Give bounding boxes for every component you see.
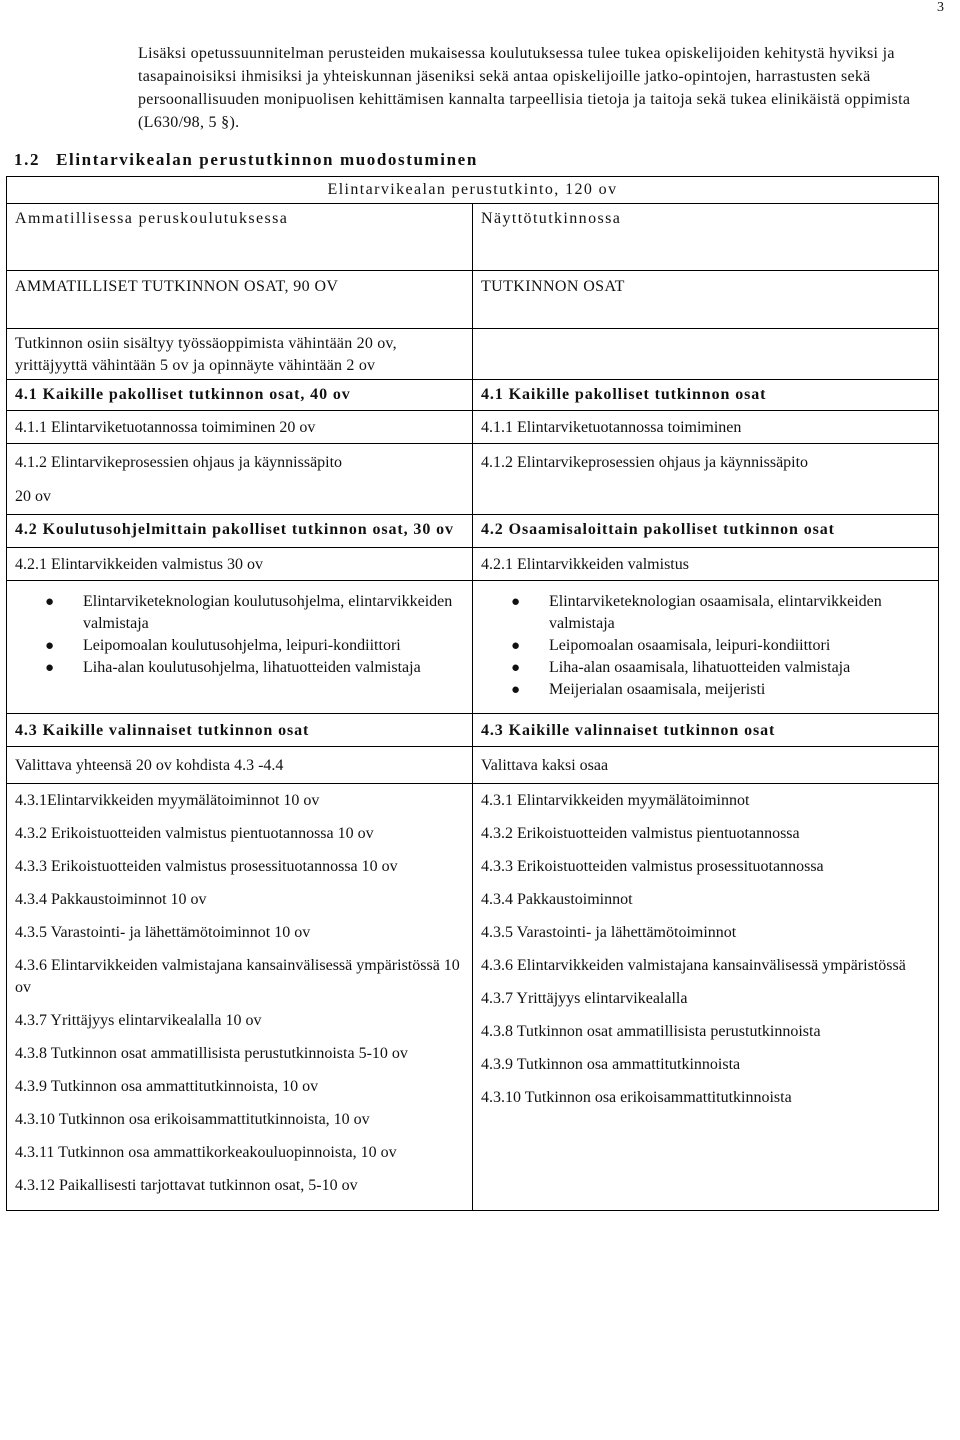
bullet-icon: ●: [511, 638, 521, 654]
list-item: 4.3.1 Elintarvikkeiden myymälätoiminnot: [481, 792, 750, 809]
left-item-4-1-1: 4.1.1 Elintarviketuotannossa toimiminen 20 ov: [7, 411, 473, 444]
list-item: 4.3.1Elintarvikkeiden myymälätoiminnot 10 ov: [15, 792, 320, 809]
list-item: ● Elintarviketeknologian koulutusohjelma, elintarvikkeiden valmistaja: [45, 593, 453, 632]
list-item: 4.3.11 Tutkinnon osa ammattikorkeakouluopinnoista, 10 ov: [15, 1144, 397, 1161]
list-item: 4.3.7 Yrittäjyys elintarvikealalla: [481, 990, 688, 1007]
section-title: Elintarvikealan perustutkinnon muodostuminen: [56, 150, 478, 169]
list-item: 4.3.6 Elintarvikkeiden valmistajana kansainvälisessä ympäristössä 10 ov: [15, 957, 460, 996]
list-item: ● Liha-alan osaamisala, lihatuotteiden valmistaja: [481, 657, 930, 679]
section-number: 1.2: [14, 150, 41, 169]
right-mandatory-heading: 4.1 Kaikille pakolliset tutkinnon osat: [473, 380, 939, 411]
right-item-4-1-1: 4.1.1 Elintarviketuotannossa toimiminen: [473, 411, 939, 444]
right-elective-note: Valittava kaksi osaa: [473, 747, 939, 784]
bullet-icon: ●: [45, 660, 55, 676]
right-elective-items: [481, 790, 930, 1109]
left-elective-heading: 4.3 Kaikille valinnaiset tutkinnon osat: [7, 714, 473, 747]
right-programme-heading: 4.2 Osaamisaloittain pakolliset tutkinnon osat: [473, 515, 939, 548]
list-item: 4.3.3 Erikoistuotteiden valmistus prosessituotannossa: [481, 858, 824, 875]
list-item: ● Elintarviketeknologian osaamisala, elintarvikkeiden valmistaja: [511, 593, 882, 632]
list-item: 4.3.10 Tutkinnon osa erikoisammattitutkinnoista: [481, 1089, 792, 1106]
bullet-icon: ●: [45, 638, 55, 654]
list-item: 4.3.7 Yrittäjyys elintarvikealalla 10 ov: [15, 1012, 262, 1029]
left-mandatory-heading: 4.1 Kaikille pakolliset tutkinnon osat, 40 ov: [7, 380, 473, 411]
right-item-4-1-2: 4.1.2 Elintarvikeprosessien ohjaus ja käynnissäpito: [473, 444, 939, 515]
list-item: 4.3.10 Tutkinnon osa erikoisammattitutkinnoista, 10 ov: [15, 1111, 370, 1128]
bullet-icon: ●: [45, 594, 55, 610]
right-item-4-2-1: 4.2.1 Elintarvikkeiden valmistus: [473, 548, 939, 581]
list-item: 4.3.2 Erikoistuotteiden valmistus pientuotannossa 10 ov: [15, 825, 374, 842]
left-elective-note: Valittava yhteensä 20 ov kohdista 4.3 -4.4: [7, 747, 473, 784]
list-item: 4.3.8 Tutkinnon osat ammatillisista perustutkinnoista: [481, 1023, 821, 1040]
list-item: ● Liha-alan koulutusohjelma, lihatuotteiden valmistaja: [15, 657, 464, 679]
list-item: ● Meijerialan osaamisala, meijeristi: [481, 679, 930, 701]
right-elective-heading: 4.3 Kaikille valinnaiset tutkinnon osat: [473, 714, 939, 747]
right-elective-list: [473, 784, 939, 1211]
list-item: 4.3.2 Erikoistuotteiden valmistus pientuotannossa: [481, 825, 800, 842]
section-heading: [14, 150, 478, 170]
list-item: ● Leipomoalan koulutusohjelma, leipuri-kondiittori: [15, 635, 464, 657]
table-header: Elintarvikealan perustutkinto, 120 ov: [7, 177, 939, 204]
bullet-icon: ●: [511, 682, 521, 698]
bullet-icon: ●: [511, 660, 521, 676]
list-item: 4.3.4 Pakkaustoiminnot 10 ov: [15, 891, 207, 908]
right-programme-list: [473, 581, 939, 714]
empty-cell: [473, 329, 939, 380]
column-header-right: Näyttötutkinnossa: [473, 204, 939, 271]
left-elective-list: [7, 784, 473, 1211]
list-item: 4.3.9 Tutkinnon osa ammattitutkinnoista: [481, 1056, 741, 1073]
page-number: 3: [937, 0, 944, 15]
list-item: 4.3.12 Paikallisesti tarjottavat tutkinnon osat, 5-10 ov: [15, 1177, 358, 1194]
left-item-4-2-1: 4.2.1 Elintarvikkeiden valmistus 30 ov: [7, 548, 473, 581]
list-item: ● Leipomoalan osaamisala, leipuri-kondiittori: [481, 635, 930, 657]
left-programme-list: [7, 581, 473, 714]
left-programme-heading: 4.2 Koulutusohjelmittain pakolliset tutkinnon osat, 30 ov: [7, 515, 473, 548]
left-section-heading: AMMATILLISET TUTKINNON OSAT, 90 OV: [7, 271, 473, 329]
list-item: 4.3.3 Erikoistuotteiden valmistus prosessituotannossa 10 ov: [15, 858, 398, 875]
left-item-4-1-2-ov: 20 ov: [15, 488, 51, 505]
list-item: 4.3.6 Elintarvikkeiden valmistajana kansainvälisessä ympäristössä: [481, 957, 906, 974]
list-item: 4.3.4 Pakkaustoiminnot: [481, 891, 633, 908]
list-item: 4.3.8 Tutkinnon osat ammatillisista perustutkinnoista 5-10 ov: [15, 1045, 408, 1062]
list-item: 4.3.9 Tutkinnon osa ammattitutkinnoista, 10 ov: [15, 1078, 319, 1095]
left-elective-items: [15, 790, 464, 1197]
list-item: 4.3.5 Varastointi- ja lähettämötoiminnot 10 ov: [15, 924, 311, 941]
right-section-heading: TUTKINNON OSAT: [473, 271, 939, 329]
intro-paragraph: Lisäksi opetussuunnitelman perusteiden mukaisessa koulutuksessa tulee tukea opiskelijoiden kehitystä hyviksi ja tasapainoisiksi ihmisiksi ja yhteiskunnan jäseniksi sekä antaa opiskelijoille jatko-opintojen, harrastusten sekä persoonallisuuden monipuolisen kehittämisen kannalta tarpeellisia tietoja ja taitoja sekä tukea elinikäistä oppimista (L630/98, 5 §).: [138, 45, 911, 131]
qualification-table: [6, 176, 939, 1211]
left-item-4-1-2-text: 4.1.2 Elintarvikeprosessien ohjaus ja käynnissäpito: [15, 454, 343, 471]
list-item: 4.3.5 Varastointi- ja lähettämötoiminnot: [481, 924, 737, 941]
bullet-icon: ●: [511, 594, 521, 610]
left-item-4-1-2: [7, 444, 473, 515]
workplace-learning-note: Tutkinnon osiin sisältyy työssäoppimista vähintään 20 ov, yrittäjyyttä vähintään 5 ov ja opinnäyte vähintään 2 ov: [7, 329, 473, 380]
column-header-left: Ammatillisessa peruskoulutuksessa: [7, 204, 473, 271]
